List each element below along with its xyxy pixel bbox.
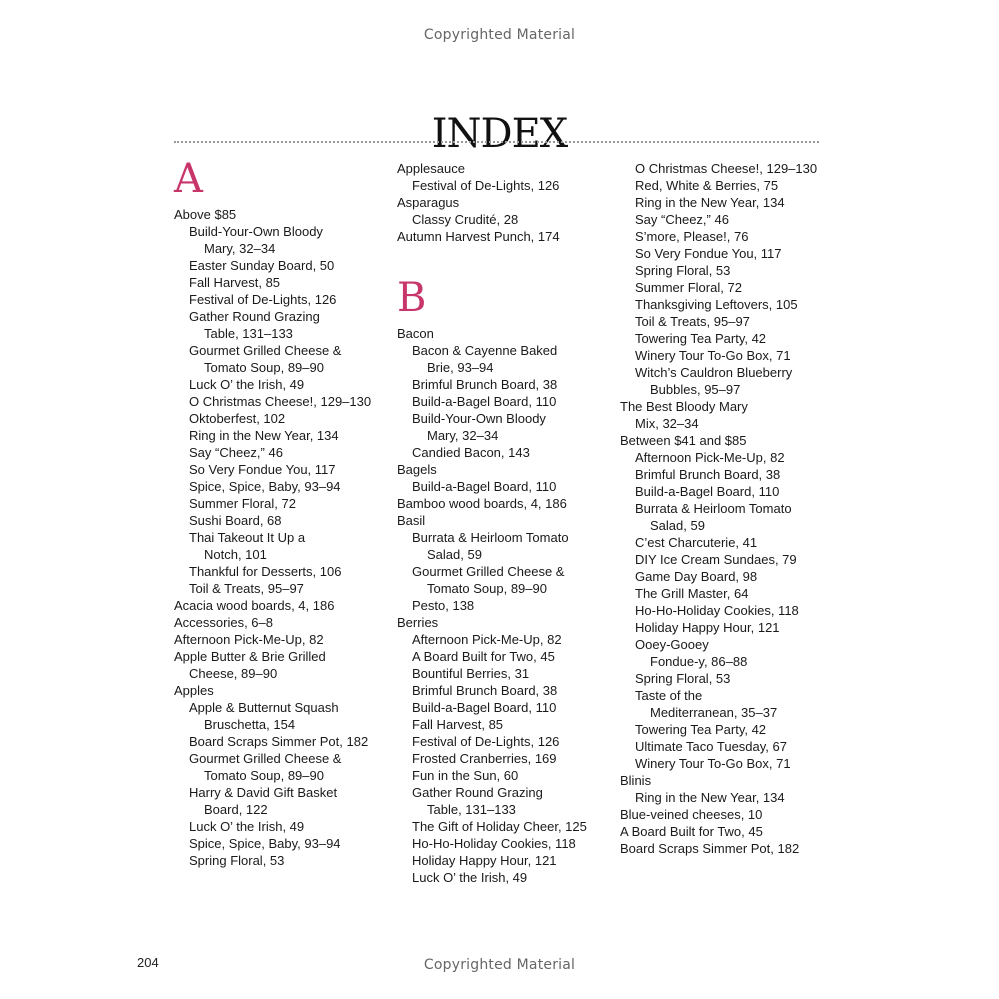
index-subentry: Build-a-Bagel Board, 110: [412, 394, 557, 409]
index-subentry: O Christmas Cheese!, 129–130: [189, 394, 372, 409]
index-continuation: Brie, 93–94: [427, 360, 494, 375]
index-subentry: Candied Bacon, 143: [412, 445, 530, 460]
index-subentry: Toil & Treats, 95–97: [189, 581, 304, 596]
index-subentry: Ring in the New Year, 134: [635, 195, 785, 210]
index-subentry: A Board Built for Two, 45: [412, 649, 555, 664]
index-subentry: Spice, Spice, Baby, 93–94: [189, 479, 341, 494]
index-heading: Applesauce: [397, 161, 465, 176]
index-column-3: [620, 160, 835, 857]
index-continuation: Mediterranean, 35–37: [650, 705, 778, 720]
index-subentry: S’more, Please!, 76: [635, 229, 749, 244]
index-subentry: Festival of De-Lights, 126: [189, 292, 337, 307]
index-heading: Berries: [397, 615, 439, 630]
index-heading: Between $41 and $85: [620, 433, 747, 448]
index-subentry: Spring Floral, 53: [635, 671, 731, 686]
index-subentry: Gather Round Grazing: [189, 309, 320, 324]
index-subentry: Harry & David Gift Basket: [189, 785, 338, 800]
index-continuation: Fondue-y, 86–88: [650, 654, 748, 669]
index-subentry: Fall Harvest, 85: [189, 275, 281, 290]
index-heading: Bacon: [397, 326, 434, 341]
index-subentry: Gather Round Grazing: [412, 785, 543, 800]
index-subentry: Summer Floral, 72: [189, 496, 296, 511]
dotted-divider: [174, 141, 819, 143]
index-subentry: Ultimate Taco Tuesday, 67: [635, 739, 787, 754]
index-subentry: Cheese, 89–90: [189, 666, 278, 681]
index-subentry: Thankful for Desserts, 106: [189, 564, 342, 579]
index-subentry: Build-Your-Own Bloody: [189, 224, 323, 239]
index-subentry: Bountiful Berries, 31: [412, 666, 530, 681]
index-subentry: Pesto, 138: [412, 598, 475, 613]
index-subentry: Gourmet Grilled Cheese &: [412, 564, 565, 579]
index-heading: Asparagus: [397, 195, 460, 210]
index-subentry: Ho-Ho-Holiday Cookies, 118: [635, 603, 799, 618]
index-subentry: Easter Sunday Board, 50: [189, 258, 335, 273]
index-subentry: Holiday Happy Hour, 121: [412, 853, 557, 868]
index-subentry: Witch’s Cauldron Blueberry: [635, 365, 793, 380]
index-heading: Blinis: [620, 773, 652, 788]
index-subentry: Luck O’ the Irish, 49: [189, 377, 305, 392]
index-heading: Accessories, 6–8: [174, 615, 273, 630]
index-subentry: Burrata & Heirloom Tomato: [412, 530, 569, 545]
index-subentry: Winery Tour To-Go Box, 71: [635, 348, 791, 363]
index-subentry: Oktoberfest, 102: [189, 411, 286, 426]
index-subentry: Towering Tea Party, 42: [635, 722, 767, 737]
index-subentry: Brimful Brunch Board, 38: [412, 377, 558, 392]
index-subentry: Ring in the New Year, 134: [635, 790, 785, 805]
index-subentry: Festival of De-Lights, 126: [412, 734, 560, 749]
page-title: INDEX: [431, 110, 568, 157]
index-continuation: Salad, 59: [427, 547, 482, 562]
index-subentry: Toil & Treats, 95–97: [635, 314, 750, 329]
index-continuation: Bruschetta, 154: [204, 717, 296, 732]
index-subentry: Afternoon Pick-Me-Up, 82: [635, 450, 785, 465]
index-subentry: Gourmet Grilled Cheese &: [189, 751, 342, 766]
watermark-bottom: Copyrighted Material: [423, 957, 576, 973]
index-subentry: C’est Charcuterie, 41: [635, 535, 758, 550]
index-continuation: Board, 122: [204, 802, 268, 817]
index-continuation: Mary, 32–34: [204, 241, 276, 256]
index-subentry: Burrata & Heirloom Tomato: [635, 501, 792, 516]
index-continuation: Notch, 101: [204, 547, 267, 562]
index-heading: Apples: [174, 683, 214, 698]
index-subentry: Winery Tour To-Go Box, 71: [635, 756, 791, 771]
index-heading: The Best Bloody Mary: [620, 399, 748, 414]
index-subentry: Ring in the New Year, 134: [189, 428, 339, 443]
index-subentry: Build-a-Bagel Board, 110: [412, 479, 557, 494]
index-subentry: Thai Takeout It Up a: [189, 530, 306, 545]
watermark-top: Copyrighted Material: [423, 27, 576, 43]
index-continuation: Tomato Soup, 89–90: [427, 581, 547, 596]
index-subentry: Sushi Board, 68: [189, 513, 282, 528]
index-subentry: So Very Fondue You, 117: [635, 246, 782, 261]
index-subentry: Luck O’ the Irish, 49: [412, 870, 528, 885]
index-subentry: O Christmas Cheese!, 129–130: [635, 161, 818, 176]
index-continuation: Tomato Soup, 89–90: [204, 360, 324, 375]
index-heading: Basil: [397, 513, 426, 528]
index-subentry: Taste of the: [635, 688, 703, 703]
index-subentry: Brimful Brunch Board, 38: [635, 467, 781, 482]
index-continuation: Tomato Soup, 89–90: [204, 768, 324, 783]
index-heading: Bagels: [397, 462, 437, 477]
index-subentry: Fun in the Sun, 60: [412, 768, 519, 783]
index-subentry: Ho-Ho-Holiday Cookies, 118: [412, 836, 576, 851]
index-subentry: Game Day Board, 98: [635, 569, 758, 584]
index-subentry: Say “Cheez,” 46: [635, 212, 729, 227]
index-subentry: Spice, Spice, Baby, 93–94: [189, 836, 341, 851]
index-subentry: The Gift of Holiday Cheer, 125: [412, 819, 587, 834]
index-heading: Apple Butter & Brie Grilled: [174, 649, 326, 664]
index-subentry: Classy Crudité, 28: [412, 212, 519, 227]
index-subentry: Apple & Butternut Squash: [189, 700, 339, 715]
page-number: 204: [137, 955, 159, 970]
index-subentry: Say “Cheez,” 46: [189, 445, 283, 460]
index-continuation: Table, 131–133: [427, 802, 516, 817]
index-subentry: Gourmet Grilled Cheese &: [189, 343, 342, 358]
index-heading: Above $85: [174, 207, 237, 222]
index-heading: Bamboo wood boards, 4, 186: [397, 496, 567, 511]
index-subentry: So Very Fondue You, 117: [189, 462, 336, 477]
index-subentry: Spring Floral, 53: [635, 263, 731, 278]
index-column-1: [174, 156, 389, 869]
index-subentry: Build-a-Bagel Board, 110: [635, 484, 780, 499]
index-subentry: Brimful Brunch Board, 38: [412, 683, 558, 698]
index-continuation: Salad, 59: [650, 518, 705, 533]
index-subentry: Ooey-Gooey: [635, 637, 709, 652]
index-continuation: Mary, 32–34: [427, 428, 499, 443]
section-gap: [397, 245, 612, 279]
index-subentry: Afternoon Pick-Me-Up, 82: [412, 632, 562, 647]
index-subentry: DIY Ice Cream Sundaes, 79: [635, 552, 797, 567]
index-subentry: Festival of De-Lights, 126: [412, 178, 560, 193]
index-subentry: Holiday Happy Hour, 121: [635, 620, 780, 635]
index-heading: Acacia wood boards, 4, 186: [174, 598, 335, 613]
index-continuation: Bubbles, 95–97: [650, 382, 741, 397]
index-subentry: Spring Floral, 53: [189, 853, 285, 868]
index-heading: Autumn Harvest Punch, 174: [397, 229, 560, 244]
index-heading: Board Scraps Simmer Pot, 182: [620, 841, 800, 856]
index-subentry: Thanksgiving Leftovers, 105: [635, 297, 798, 312]
index-subentry: Build-a-Bagel Board, 110: [412, 700, 557, 715]
index-subentry: Summer Floral, 72: [635, 280, 742, 295]
index-subentry: The Grill Master, 64: [635, 586, 749, 601]
index-subentry: Frosted Cranberries, 169: [412, 751, 557, 766]
index-subentry: Luck O’ the Irish, 49: [189, 819, 305, 834]
section-letter-a: A: [174, 156, 203, 202]
index-subentry: Red, White & Berries, 75: [635, 178, 779, 193]
index-heading: Afternoon Pick-Me-Up, 82: [174, 632, 324, 647]
index-subentry: Build-Your-Own Bloody: [412, 411, 546, 426]
section-letter-b: B: [397, 275, 427, 321]
index-subentry: Mix, 32–34: [635, 416, 699, 431]
index-column-2: [397, 160, 612, 886]
index-subentry: Fall Harvest, 85: [412, 717, 504, 732]
index-continuation: Table, 131–133: [204, 326, 293, 341]
index-heading: Blue-veined cheeses, 10: [620, 807, 763, 822]
index-heading: A Board Built for Two, 45: [620, 824, 763, 839]
index-subentry: Towering Tea Party, 42: [635, 331, 767, 346]
index-subentry: Board Scraps Simmer Pot, 182: [189, 734, 369, 749]
index-subentry: Bacon & Cayenne Baked: [412, 343, 558, 358]
